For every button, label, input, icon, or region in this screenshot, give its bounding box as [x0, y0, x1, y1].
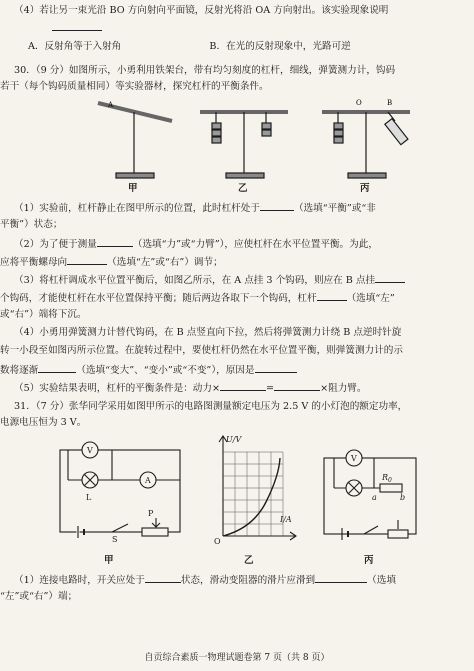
- circuit-jia: [60, 442, 180, 540]
- q30-s2-line2: 应将平衡螺母向 （选填“左”或“右”）调节；: [0, 254, 223, 269]
- q29-options: [28, 40, 351, 53]
- label-i: I/A: [280, 515, 292, 524]
- q31-s1-line2: “左”或“右”）端；: [0, 591, 78, 602]
- fig-letter-b: B: [387, 99, 393, 107]
- answer-blank[interactable]: [67, 254, 107, 265]
- answer-blank[interactable]: [145, 572, 181, 583]
- label-a-point: a: [372, 493, 377, 502]
- switch-icon: [112, 524, 128, 532]
- rheostat-icon: [142, 528, 168, 536]
- answer-blank[interactable]: [255, 362, 297, 373]
- label-s: S: [112, 535, 118, 544]
- answer-blank[interactable]: [315, 572, 367, 583]
- q29-4-line: （4）若让另一束光沿 BO 方向射向平面镜，反射光将沿 OA 方向射出。该实验现象说明: [14, 5, 389, 16]
- fig-label-jia-2: 甲: [104, 555, 114, 566]
- q30-s2-line1: （2）为了便于测量 （选填“力”或“力臂”），应使杠杆在水平位置平衡。为此，: [14, 236, 378, 251]
- answer-blank[interactable]: [97, 236, 133, 247]
- label-u: U/V: [226, 435, 242, 444]
- label-b-point: b: [400, 493, 406, 502]
- fig-label-yi: 乙: [238, 183, 248, 194]
- label-r0: $R_0$: [382, 473, 392, 484]
- q31-intro-1: 31．（7 分）张华同学采用如图甲所示的电路图测量额定电压为 2.5 V 的小灯泡的额定功率，: [14, 401, 408, 412]
- q30-s4-line2: 转一小段至如图丙所示位置。在旋转过程中，要使杠杆仍然在水平位置平衡，则弹簧测力计的示: [0, 345, 403, 356]
- q30-s3-line1: （3）将杠杆调成水平位置平衡后，如图乙所示，在 A 点挂 3 个钩码，则应在 B 点挂: [14, 272, 405, 287]
- q30-s1-line1: （1）实验前，杠杆静止在图甲所示的位置，此时杠杆处于 （选填“平衡”或“非: [14, 200, 376, 215]
- q30-s4-line3: 数将逐渐 （选填“变大”、“变小”或“不变”），原因是: [0, 362, 297, 377]
- rheostat-icon: [388, 530, 408, 538]
- fig-label-bing: 丙: [360, 183, 370, 194]
- switch-icon: [364, 526, 378, 534]
- answer-blank[interactable]: [317, 290, 347, 301]
- resistor-icon: [380, 484, 402, 492]
- q30-s1-line2: 平衡”）状态；: [0, 219, 63, 230]
- q30-s3-line3: 或“右”）端将下沉。: [0, 309, 87, 320]
- lever-fig-jia: [98, 103, 172, 178]
- iv-curve: [223, 458, 280, 536]
- q30-intro-1: 30．（9 分）如图所示，小勇利用铁架台，带有均匀刻度的杠杆，细线，弹簧测力计，钩码: [14, 65, 396, 76]
- label-origin: O: [214, 537, 221, 546]
- answer-blank[interactable]: [220, 380, 266, 391]
- option-b: B．在光的反射现象中，光路可逆: [209, 41, 351, 52]
- page-footer: 自贡综合素质一物理试题卷第 7 页（共 8 页）: [144, 653, 330, 663]
- lever-fig-yi: [200, 112, 288, 178]
- graph-grid: [223, 452, 283, 536]
- lever-fig-bing: [322, 112, 410, 178]
- answer-blank[interactable]: [52, 20, 102, 35]
- label-a: A: [145, 476, 151, 485]
- fig-letter-a: A: [108, 101, 114, 109]
- lever-figures: [90, 95, 420, 190]
- circuit-figures: [48, 432, 428, 547]
- q30-s4-line1: （4）小勇用弹簧测力计替代钩码，在 B 点竖直向下拉，然后将弹簧测力计绕 B 点逆时针旋: [14, 327, 402, 338]
- q30-s5-line: （5）实验结果表明，杠杆的平衡条件是：动力× = ×阻力臂。: [14, 380, 367, 395]
- q31-intro-2: 电源电压恒为 3 V。: [0, 417, 87, 428]
- answer-blank[interactable]: [38, 362, 76, 373]
- answer-blank[interactable]: [274, 380, 320, 391]
- q30-intro-2: 若干（每个钩码质量相同）等实验器材，探究杠杆的平衡条件。: [0, 81, 269, 92]
- label-p: P: [148, 509, 154, 518]
- label-v: V: [87, 446, 93, 455]
- fig-label-yi-2: 乙: [244, 555, 254, 566]
- q31-s1-line1: （1）连接电路时，开关应处于 状态，滑动变阻器的滑片应滑到 （选填: [14, 572, 396, 587]
- answer-blank[interactable]: [375, 272, 405, 283]
- fig-label-bing-2: 丙: [364, 555, 374, 566]
- option-a: A．反射角等于入射角: [28, 41, 122, 52]
- fig-letter-o: O: [356, 99, 362, 107]
- label-l: L: [86, 493, 92, 502]
- label-v2: V: [351, 454, 357, 463]
- fig-label-jia: 甲: [128, 183, 138, 194]
- q30-s3-line2: 个钩码，才能使杠杆在水平位置保持平衡；随后两边各取下一个钩码，杠杆 （选填“左”: [0, 290, 395, 305]
- ui-graph: [219, 436, 296, 540]
- answer-blank[interactable]: [260, 200, 294, 211]
